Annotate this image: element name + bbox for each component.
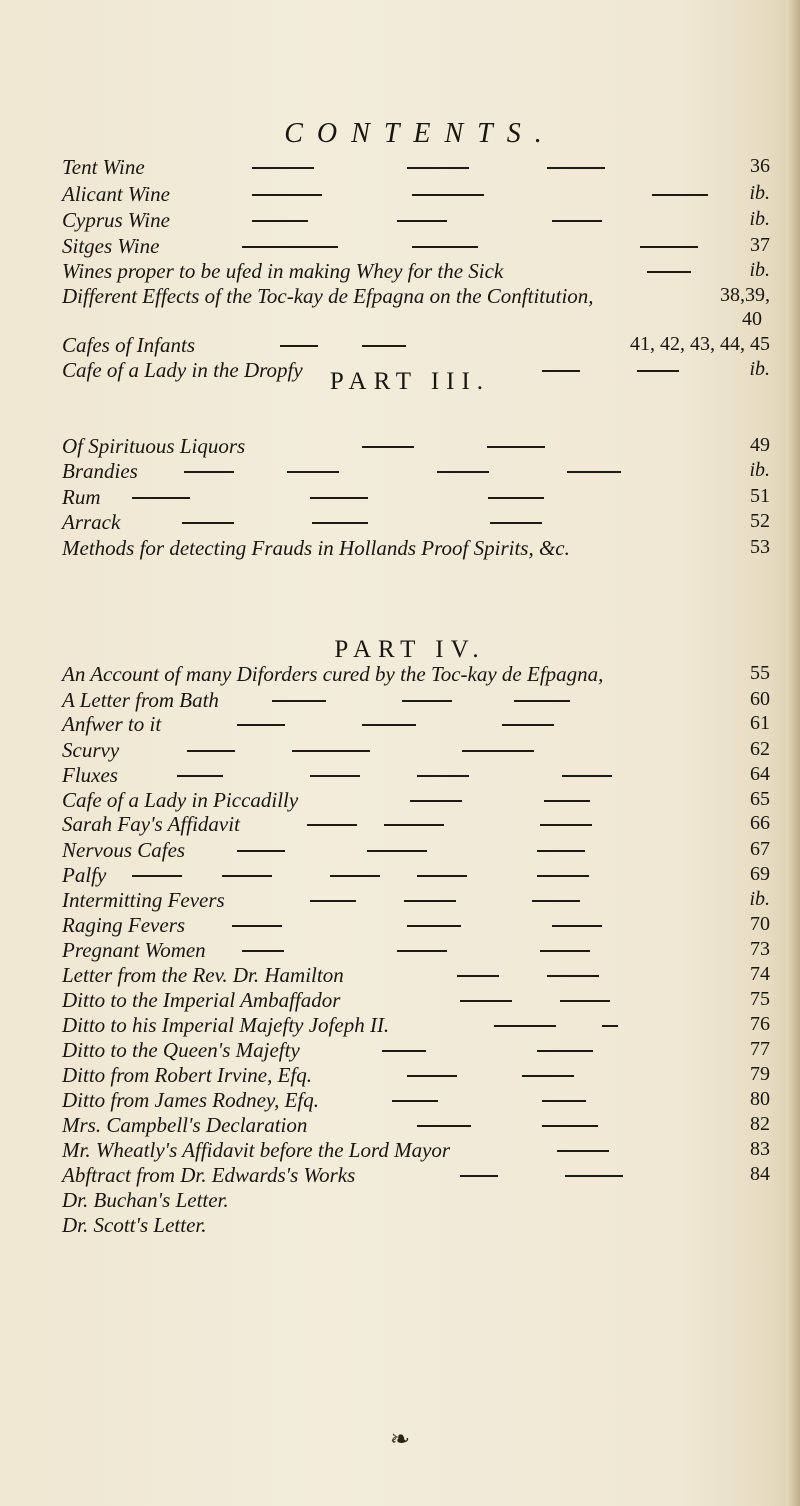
entry-page: ib. (749, 259, 770, 281)
leader-dash (647, 271, 691, 273)
toc-entry (62, 963, 770, 987)
entry-title: Scurvy (62, 738, 120, 762)
part-four-heading: PART IV. (334, 636, 486, 663)
leader-dash (542, 370, 580, 372)
toc-entry (62, 763, 770, 787)
leader-dash (187, 750, 235, 752)
leader-dash (312, 522, 368, 524)
leader-dash (404, 900, 456, 902)
entry-title: Fluxes (62, 763, 118, 787)
leader-dash (460, 1175, 498, 1177)
entry-page: ib. (749, 208, 770, 230)
leader-dash (565, 1175, 623, 1177)
entry-title: An Account of many Diforders cured by the Toc-kay de Efpagna, (62, 662, 604, 686)
leader-dash (412, 246, 478, 248)
leader-dash (242, 246, 338, 248)
leader-dash (544, 800, 590, 802)
toc-entry (62, 1088, 770, 1112)
entry-title: Dr. Scott's Letter. (62, 1213, 207, 1237)
entry-page: ib. (749, 182, 770, 204)
leader-dash (542, 1100, 586, 1102)
leader-dash (540, 824, 592, 826)
entry-page: 82 (750, 1113, 770, 1135)
entry-title: Arrack (62, 510, 121, 534)
entry-page: 84 (750, 1163, 770, 1185)
leader-dash (412, 194, 484, 196)
entry-title: Palfy (62, 863, 107, 887)
entry-page: 51 (750, 485, 770, 507)
entry-title: Ditto from James Rodney, Efq. (62, 1088, 320, 1112)
toc-entry (62, 888, 770, 912)
leader-dash (310, 900, 356, 902)
toc-entry (62, 1113, 770, 1137)
entry-page: 37 (750, 234, 770, 256)
entry-page: 38,39, (720, 284, 770, 306)
entry-page: 80 (750, 1088, 770, 1110)
toc-entry (62, 1188, 770, 1212)
entry-page: 75 (750, 988, 770, 1010)
toc-entry (62, 259, 770, 283)
continued-page: 40 (742, 308, 762, 330)
leader-dash (417, 775, 469, 777)
leader-dash (402, 700, 452, 702)
entry-title: Pregnant Women (62, 938, 206, 962)
leader-dash (560, 1000, 610, 1002)
entry-page: 65 (750, 788, 770, 810)
leader-dash (557, 1150, 609, 1152)
leader-dash (330, 875, 380, 877)
leader-dash (397, 220, 447, 222)
leader-dash (237, 724, 285, 726)
entry-title: Dr. Buchan's Letter. (62, 1188, 229, 1212)
leader-dash (252, 220, 308, 222)
contents-heading: CONTENTS. (284, 118, 556, 149)
leader-dash (407, 925, 461, 927)
entry-title: Alicant Wine (62, 182, 170, 206)
toc-entry (62, 434, 770, 458)
entry-page: 73 (750, 938, 770, 960)
toc-entry (62, 863, 770, 887)
entry-title: Ditto to the Imperial Ambaffador (62, 988, 341, 1012)
entry-page: 60 (750, 688, 770, 710)
entry-page: ib. (749, 358, 770, 380)
leader-dash (182, 522, 234, 524)
leader-dash (494, 1025, 556, 1027)
leader-dash (522, 1075, 574, 1077)
entry-page: 62 (750, 738, 770, 760)
leader-dash (487, 446, 545, 448)
leader-dash (237, 850, 285, 852)
entry-page: 53 (750, 536, 770, 558)
toc-entry (62, 1013, 770, 1037)
toc-entry (62, 812, 770, 836)
toc-entry (62, 510, 770, 534)
entry-page: 66 (750, 812, 770, 834)
toc-entry (62, 234, 770, 258)
entry-page: 64 (750, 763, 770, 785)
entry-page: 70 (750, 913, 770, 935)
entry-page: 55 (750, 662, 770, 684)
toc-entry (62, 838, 770, 862)
entry-page: 52 (750, 510, 770, 532)
entry-title: Cafe of a Lady in the Dropfy (62, 358, 303, 382)
leader-dash (537, 875, 589, 877)
leader-dash (397, 950, 447, 952)
leader-dash (460, 1000, 512, 1002)
toc-entry (62, 738, 770, 762)
toc-entry (62, 688, 770, 712)
leader-dash (132, 497, 190, 499)
entry-title: Mrs. Campbell's Declaration (62, 1113, 308, 1137)
entry-title: A Letter from Bath (62, 688, 219, 712)
leader-dash (272, 700, 326, 702)
part-three-heading: PART III. (329, 368, 491, 395)
leader-dash (457, 975, 499, 977)
entry-title: Ditto to the Queen's Majefty (62, 1038, 300, 1062)
entry-title: Letter from the Rev. Dr. Hamilton (62, 963, 344, 987)
leader-dash (562, 775, 612, 777)
leader-dash (540, 950, 590, 952)
entry-title: Intermitting Fevers (62, 888, 225, 912)
entry-title: Anfwer to it (62, 712, 162, 736)
leader-dash (437, 471, 489, 473)
leader-dash (602, 1025, 618, 1027)
entry-title: Raging Fevers (62, 913, 186, 937)
leader-dash (532, 900, 580, 902)
entry-page: 67 (750, 838, 770, 860)
leader-dash (132, 875, 182, 877)
entry-page: 69 (750, 863, 770, 885)
leader-dash (542, 1125, 598, 1127)
toc-entry (62, 459, 770, 483)
leader-dash (232, 925, 282, 927)
leader-dash (488, 497, 544, 499)
leader-dash (184, 471, 234, 473)
entry-title: Wines proper to be ufed in making Whey for the Sick (62, 259, 504, 283)
entry-title: Methods for detecting Frauds in Hollands Proof Spirits, &c. (62, 536, 570, 560)
entry-page: 41, 42, 43, 44, 45 (630, 333, 770, 355)
toc-entry (62, 208, 770, 232)
leader-dash (552, 925, 602, 927)
leader-dash (362, 724, 416, 726)
leader-dash (417, 875, 467, 877)
leader-dash (410, 800, 462, 802)
leader-dash (280, 345, 318, 347)
leader-dash (310, 775, 360, 777)
entry-title: Sitges Wine (62, 234, 160, 258)
entry-page: ib. (749, 459, 770, 481)
entry-page: 79 (750, 1063, 770, 1085)
leader-dash (407, 1075, 457, 1077)
entry-page: 49 (750, 434, 770, 456)
toc-entry (62, 1138, 770, 1162)
entry-title: Cyprus Wine (62, 208, 170, 232)
entry-page: 74 (750, 963, 770, 985)
toc-entry (62, 1063, 770, 1087)
leader-dash (292, 750, 370, 752)
toc-entry (62, 182, 770, 206)
toc-entry (62, 1038, 770, 1062)
entry-title: Rum (62, 485, 101, 509)
leader-dash (252, 194, 322, 196)
entry-page: 36 (750, 155, 770, 177)
leader-dash (310, 497, 368, 499)
toc-entry (62, 988, 770, 1012)
entry-title: Brandies (62, 459, 138, 483)
toc-entry (62, 1213, 770, 1237)
entry-title: Of Spirituous Liquors (62, 434, 246, 458)
leader-dash (462, 750, 534, 752)
leader-dash (537, 850, 585, 852)
leader-dash (287, 471, 339, 473)
toc-entry (62, 938, 770, 962)
entry-title: Abftract from Dr. Edwards's Works (62, 1163, 356, 1187)
toc-entry (62, 913, 770, 937)
leader-dash (367, 850, 427, 852)
leader-dash (552, 220, 602, 222)
toc-entry (62, 536, 770, 560)
leader-dash (490, 522, 542, 524)
leader-dash (652, 194, 708, 196)
toc-entry (62, 485, 770, 509)
leader-dash (547, 167, 605, 169)
entry-title: Cafes of Infants (62, 333, 196, 357)
entry-page: 83 (750, 1138, 770, 1160)
leader-dash (252, 167, 314, 169)
entry-title: Mr. Wheatly's Affidavit before the Lord Mayor (62, 1138, 451, 1162)
toc-entry (62, 155, 770, 179)
leader-dash (242, 950, 284, 952)
entry-page: ib. (749, 888, 770, 910)
entry-title: Ditto from Robert Irvine, Efq. (62, 1063, 313, 1087)
leader-dash (384, 824, 444, 826)
leader-dash (392, 1100, 438, 1102)
toc-entry (62, 712, 770, 736)
toc-entry (62, 284, 770, 308)
entry-page: 61 (750, 712, 770, 734)
entry-title: Nervous Cafes (62, 838, 186, 862)
leader-dash (177, 775, 223, 777)
leader-dash (567, 471, 621, 473)
leader-dash (637, 370, 679, 372)
toc-entry (62, 333, 770, 357)
toc-entry (62, 788, 770, 812)
ornament-icon: ❧ (389, 1425, 411, 1453)
leader-dash (382, 1050, 426, 1052)
leader-dash (417, 1125, 471, 1127)
leader-dash (407, 167, 469, 169)
leader-dash (362, 446, 414, 448)
toc-entry (62, 662, 770, 686)
leader-dash (362, 345, 406, 347)
toc-entry (62, 1163, 770, 1187)
leader-dash (640, 246, 698, 248)
leader-dash (547, 975, 599, 977)
leader-dash (502, 724, 554, 726)
leader-dash (307, 824, 357, 826)
entry-page: 76 (750, 1013, 770, 1035)
entry-title: Tent Wine (62, 155, 145, 179)
entry-page: 77 (750, 1038, 770, 1060)
entry-title: Sarah Fay's Affidavit (62, 812, 240, 836)
entry-title: Cafe of a Lady in Piccadilly (62, 788, 299, 812)
toc-entry (62, 358, 770, 382)
entry-title: Ditto to his Imperial Majefty Jofeph II. (62, 1013, 390, 1037)
leader-dash (537, 1050, 593, 1052)
leader-dash (514, 700, 570, 702)
entry-title: Different Effects of the Toc-kay de Efpagna on the Conftitution, (62, 284, 594, 308)
leader-dash (222, 875, 272, 877)
